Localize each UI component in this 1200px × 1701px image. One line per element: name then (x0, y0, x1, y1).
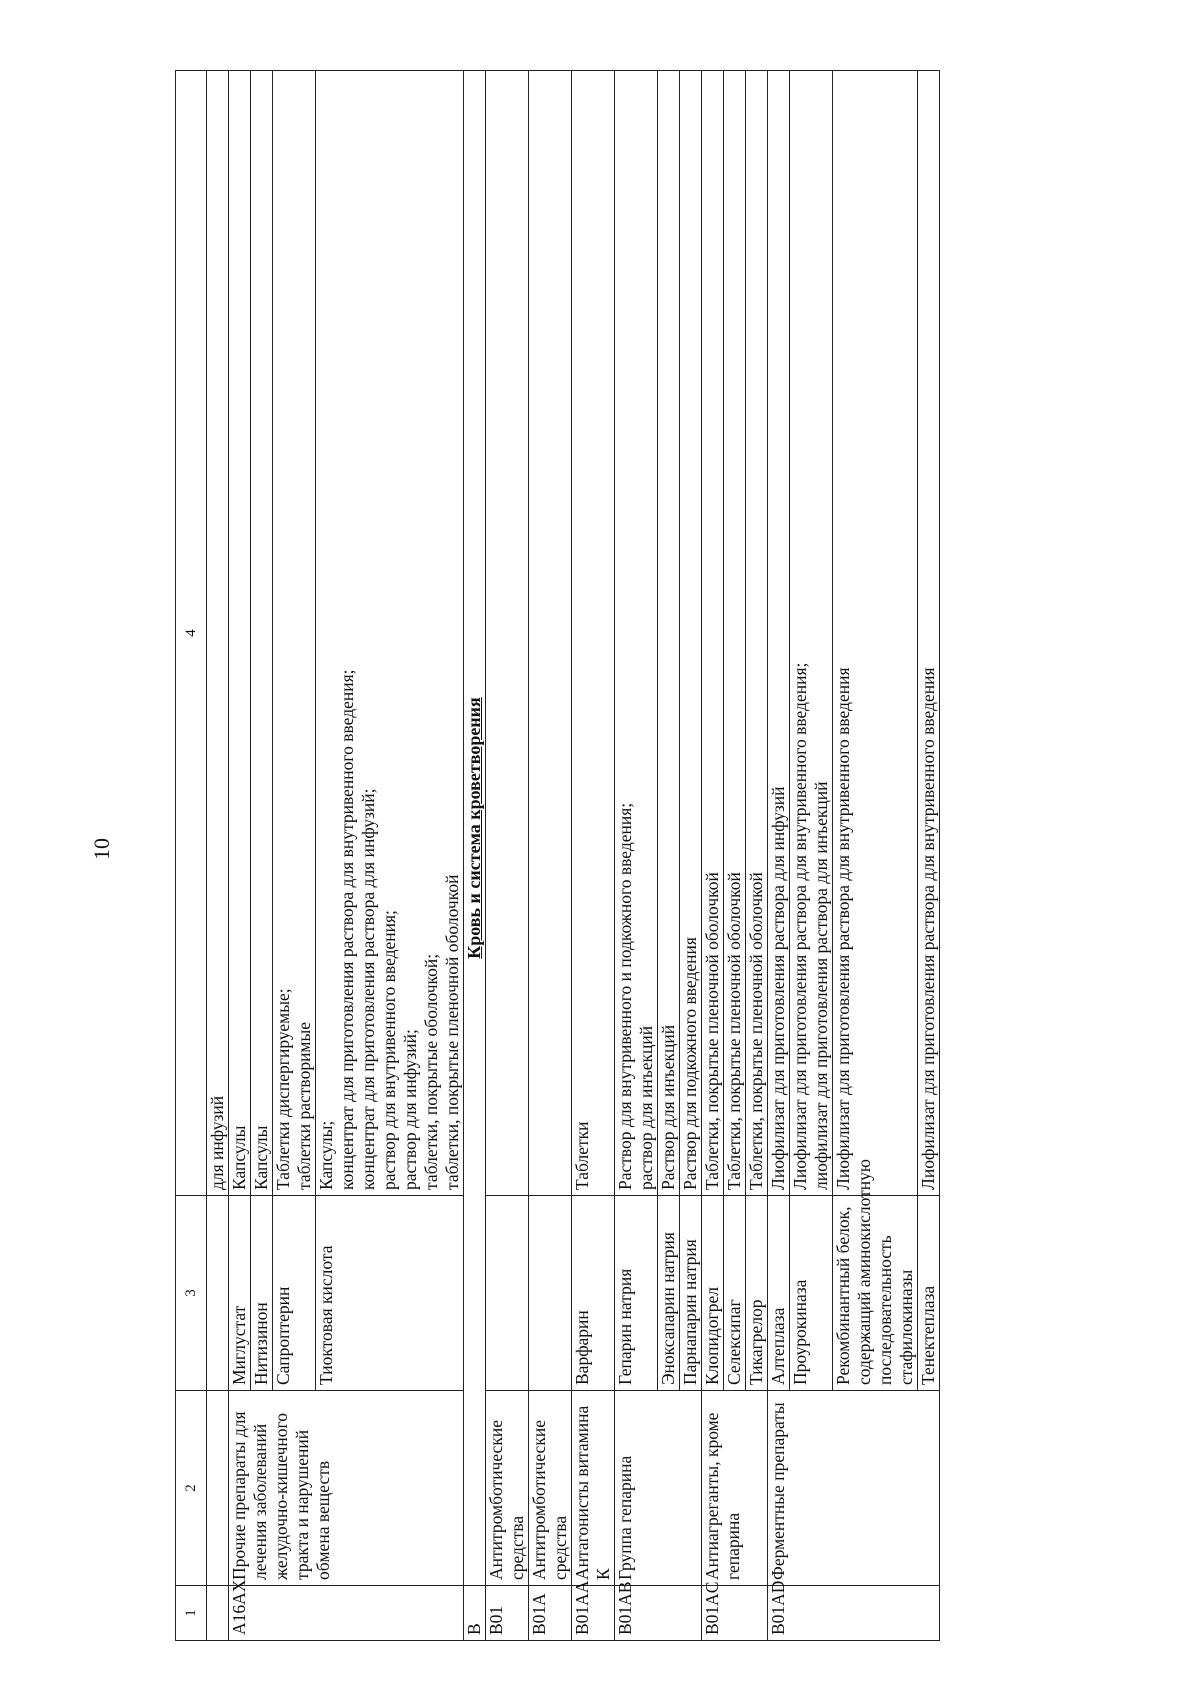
column-number: 3 (176, 1196, 207, 1391)
cell-line: Капсулы; (316, 1120, 336, 1190)
code-cell: B01 (486, 1586, 529, 1641)
code-cell: B01AD (768, 1586, 940, 1641)
cell-line: концентрат для приготовления раствора для инфузий; (358, 788, 378, 1190)
cell-line: Лиофилизат для приготовления раствора для внутривенного введения; (790, 662, 810, 1190)
drug-cell: Клопидогрел (702, 1196, 724, 1391)
drug-cell (529, 1196, 572, 1391)
drug-cell: Алтеплаза (768, 1196, 790, 1391)
code-cell: B (464, 1586, 486, 1641)
code-cell: B01AC (702, 1586, 768, 1641)
form-cell: Таблетки, покрытые пленочной оболочкой (746, 71, 768, 1196)
column-number: 4 (176, 71, 207, 1196)
group-cell: Антиагреганты, кроме гепарина (702, 1391, 768, 1586)
form-cell: Лиофилизат для приготовления раствора для инфузий (768, 71, 790, 1196)
group-cell: Ферментные препараты (768, 1391, 940, 1586)
drug-cell (833, 1159, 918, 1391)
form-cell (486, 71, 529, 1196)
table-row (615, 71, 658, 1641)
cell-line: Таблетки диспергируемые; (273, 988, 293, 1190)
form-cell (316, 71, 464, 1196)
drug-cell: Гепарин натрия (615, 1196, 658, 1391)
form-cell: Таблетки, покрытые пленочной оболочкой (724, 71, 746, 1196)
form-cell: Лиофилизат для приготовления раствора для внутривенного введения (833, 71, 918, 1196)
cell-line: Раствор для внутривенного и подкожного введения; (615, 802, 635, 1190)
code-cell: B01AB (615, 1586, 702, 1641)
form-cell (790, 71, 833, 1196)
drug-cell (486, 1196, 529, 1391)
drug-table-rotated (175, 71, 1065, 1641)
cell-line: раствор для внутривенного введения; (379, 910, 399, 1190)
drug-cell: Эноксапарин натрия (658, 1196, 680, 1391)
code-cell: B01AA (572, 1586, 615, 1641)
drug-cell: Селексипаг (724, 1196, 746, 1391)
form-cell: Капсулы (229, 71, 251, 1196)
section-row (464, 71, 486, 1641)
cell-line: последовательность (875, 1235, 895, 1385)
cell-line: Рекомбинантный белок, (833, 1206, 853, 1385)
table-row (229, 71, 251, 1641)
drug-cell: Тикагрелор (746, 1196, 768, 1391)
cell-line: раствор для инфузий; (400, 1029, 420, 1190)
table-row (207, 71, 229, 1641)
drug-cell: Миглустат (229, 1196, 251, 1391)
table-row (486, 71, 529, 1641)
group-cell: Прочие препараты для лечения заболеваний желудочно-кишечного тракта и нарушений обмена веществ (229, 1391, 464, 1586)
cell-line: содержащий аминокислотную (854, 1159, 874, 1385)
cell-line: стафилокиназы (896, 1269, 916, 1385)
column-number-row (176, 71, 207, 1641)
form-cell: Раствор для инъекций (658, 71, 680, 1196)
section-title: Кровь и система кроветворения (464, 71, 486, 1586)
cell-line: таблетки растворимые (294, 1021, 314, 1190)
form-cell: Таблетки, покрытые пленочной оболочкой (702, 71, 724, 1196)
table-row (529, 71, 572, 1641)
form-cell: для инфузий (207, 71, 229, 1196)
drug-table (175, 70, 940, 1641)
drug-cell (207, 1196, 229, 1391)
group-cell: Группа гепарина (615, 1391, 702, 1586)
group-cell: Антагонисты витамина К (572, 1391, 615, 1586)
drug-cell: Парнапарин натрия (680, 1196, 702, 1391)
cell-line: лиофилизат для приготовления раствора для инъекций (811, 781, 831, 1190)
form-cell: Капсулы (251, 71, 273, 1196)
cell-line: таблетки, покрытые пленочной оболочкой (442, 874, 462, 1190)
table-row (702, 71, 724, 1641)
code-cell: A16AX (229, 1586, 464, 1641)
page-number: 10 (89, 838, 114, 860)
code-cell (207, 1586, 229, 1641)
drug-cell: Тенектеплаза (918, 1196, 940, 1391)
table-row (768, 71, 790, 1641)
drug-cell: Тиоктовая кислота (316, 1196, 464, 1391)
form-cell: Лиофилизат для приготовления раствора для внутривенного введения (918, 71, 940, 1196)
group-cell: Антитромботические средства (529, 1391, 572, 1586)
column-number: 1 (176, 1586, 207, 1641)
drug-cell: Сапроптерин (273, 1196, 316, 1391)
table-row (572, 71, 615, 1641)
drug-cell: Проурокиназа (790, 1196, 833, 1391)
form-cell (529, 71, 572, 1196)
form-cell: Таблетки (572, 71, 615, 1196)
drug-cell: Нитизинон (251, 1196, 273, 1391)
group-cell (207, 1391, 229, 1586)
column-number: 2 (176, 1391, 207, 1586)
cell-line: концентрат для приготовления раствора для внутривенного введения; (337, 669, 357, 1190)
form-cell: Раствор для подкожного введения (680, 71, 702, 1196)
cell-line: раствор для инъекций (636, 1025, 656, 1190)
drug-cell: Варфарин (572, 1196, 615, 1391)
code-cell: B01A (529, 1586, 572, 1641)
form-cell (273, 71, 316, 1196)
form-cell (615, 71, 658, 1196)
group-cell: Антитромботические средства (486, 1391, 529, 1586)
cell-line: таблетки, покрытые оболочкой; (421, 953, 441, 1190)
